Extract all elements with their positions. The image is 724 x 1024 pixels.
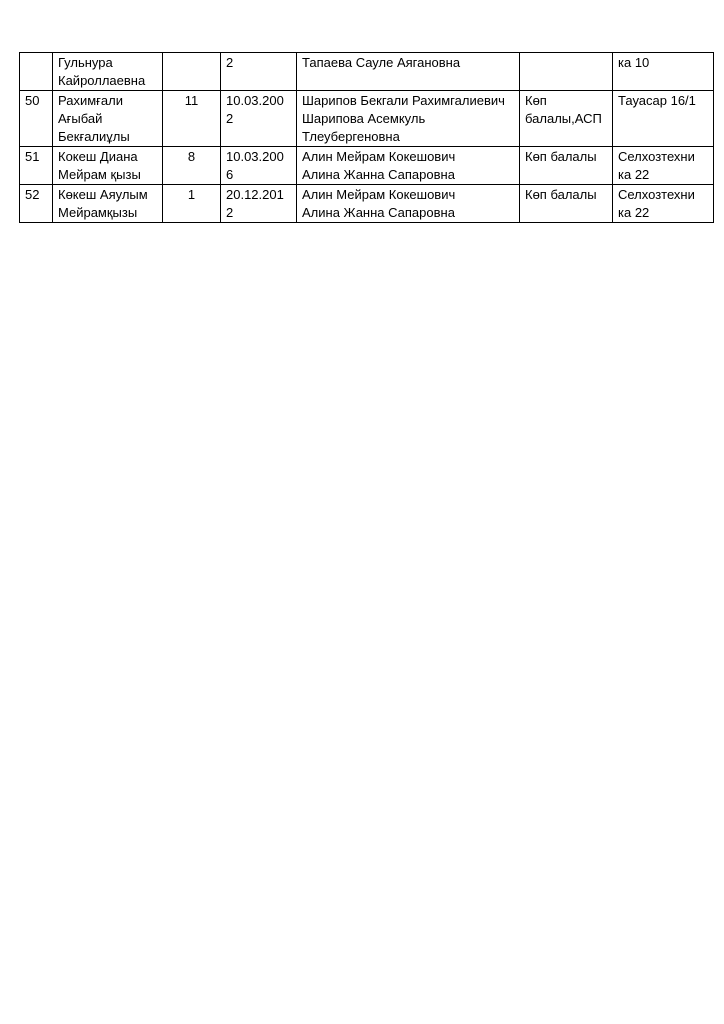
- birth-date-cell: 10.03.200 2: [221, 91, 297, 147]
- family-status-cell: [520, 53, 613, 91]
- row-number-cell: 52: [20, 185, 53, 223]
- row-number-cell: 51: [20, 147, 53, 185]
- address-cell: ка 10: [613, 53, 714, 91]
- family-status-cell: Көп балалы,АСП: [520, 91, 613, 147]
- table-row: [20, 53, 714, 91]
- grade-cell: 11: [163, 91, 221, 147]
- birth-date-cell: 2: [221, 53, 297, 91]
- grade-cell: 8: [163, 147, 221, 185]
- student-name-cell: Кокеш Диана Мейрам қызы: [53, 147, 163, 185]
- parents-cell: Алин Мейрам Кокешович Алина Жанна Сапаровна: [297, 147, 520, 185]
- table-row: [20, 185, 714, 223]
- birth-date-cell: 20.12.201 2: [221, 185, 297, 223]
- family-status-cell: Көп балалы: [520, 185, 613, 223]
- grade-cell: [163, 53, 221, 91]
- student-name-cell: Рахимғали Ағыбай Бекғалиұлы: [53, 91, 163, 147]
- table-row: [20, 147, 714, 185]
- birth-date-cell: 10.03.200 6: [221, 147, 297, 185]
- family-status-cell: Көп балалы: [520, 147, 613, 185]
- parents-cell: Алин Мейрам Кокешович Алина Жанна Сапаровна: [297, 185, 520, 223]
- address-cell: Селхозтехни ка 22: [613, 147, 714, 185]
- student-roster-table: [19, 52, 714, 223]
- address-cell: Тауасар 16/1: [613, 91, 714, 147]
- address-cell: Селхозтехни ка 22: [613, 185, 714, 223]
- table-row: [20, 91, 714, 147]
- row-number-cell: [20, 53, 53, 91]
- student-name-cell: Гульнура Кайроллаевна: [53, 53, 163, 91]
- student-name-cell: Көкеш Аяулым Мейрамқызы: [53, 185, 163, 223]
- grade-cell: 1: [163, 185, 221, 223]
- parents-cell: Шарипов Бекгали Рахимгалиевич Шарипова Асемкуль Тлеубергеновна: [297, 91, 520, 147]
- row-number-cell: 50: [20, 91, 53, 147]
- parents-cell: Тапаева Сауле Аягановна: [297, 53, 520, 91]
